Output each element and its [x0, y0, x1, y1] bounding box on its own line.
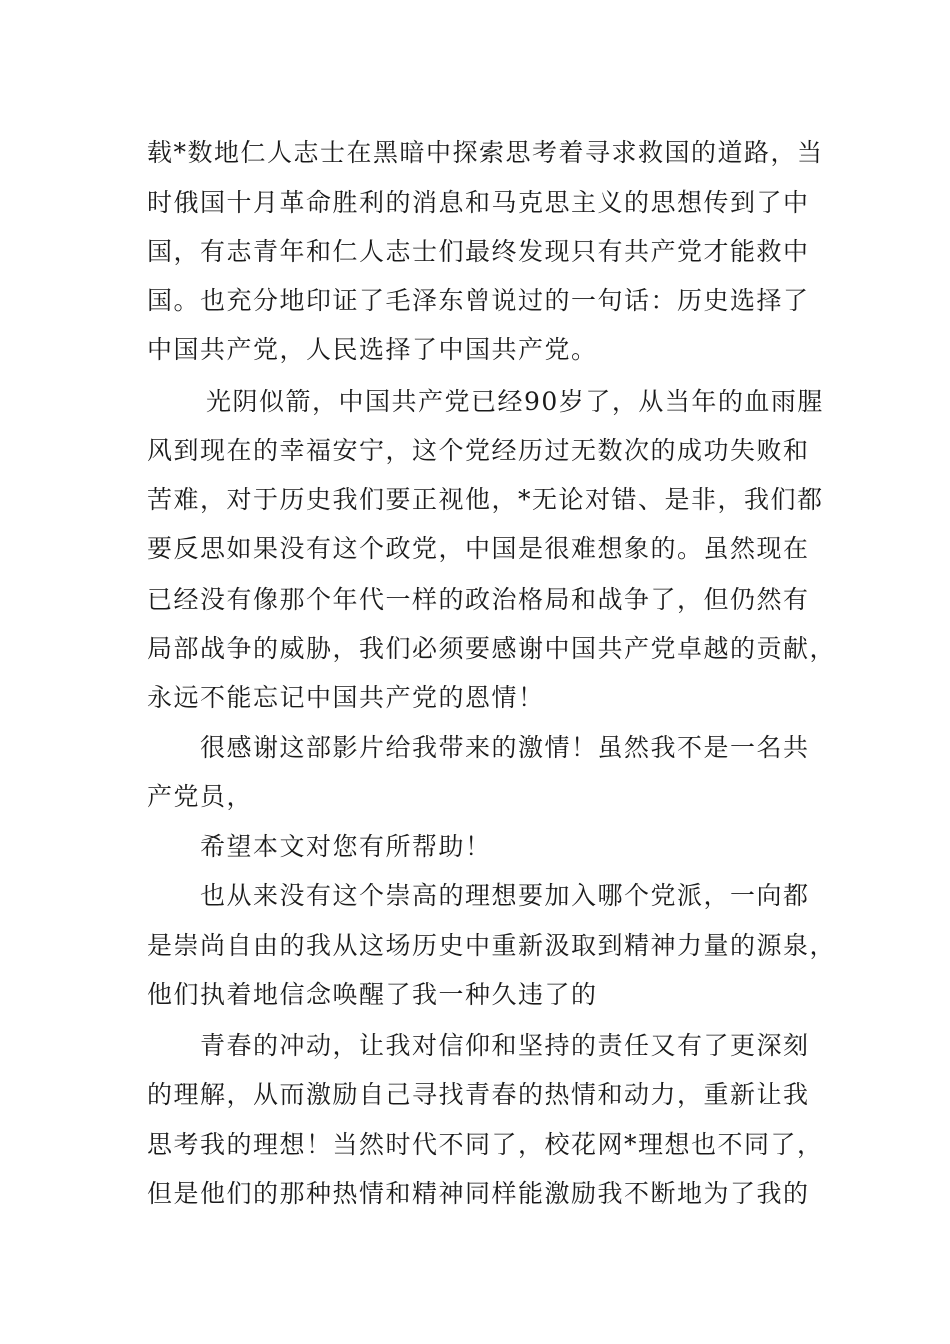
paragraph-first-line: 希望本文对您有所帮助！ [200, 832, 492, 861]
text-line: 永远不能忘记中国共产党的恩情！ [147, 683, 545, 712]
text-line: 国，有志青年和仁人志士们最终发现只有共产党才能救中 [147, 237, 810, 266]
text-line: 载*数地仁人志士在黑暗中探索思考着寻求救国的道路，当 [147, 138, 824, 167]
text-line: 局部战争的威胁，我们必须要感谢中国共产党卓越的贡献， [147, 634, 837, 663]
text-line: 中国共产党，人民选择了中国共产党。 [147, 335, 598, 364]
text-line: 要反思如果没有这个政党，中国是很难想象的。虽然现在 [147, 534, 810, 563]
paragraph-first-line: 也从来没有这个崇高的理想要加入哪个党派，一向都 [200, 881, 810, 910]
text-line: 是崇尚自由的我从这场历史中重新汲取到精神力量的源泉， [147, 931, 837, 960]
text-line: 但是他们的那种热情和精神同样能激励我不断地为了我的 [147, 1179, 810, 1208]
paragraph-first-line: 青春的冲动，让我对信仰和坚持的责任又有了更深刻 [200, 1031, 810, 1060]
text-line: 时俄国十月革命胜利的消息和马克思主义的思想传到了中 [147, 188, 810, 217]
text-line: 他们执着地信念唤醒了我一种久违了的 [147, 980, 598, 1009]
text-line: 风到现在的幸福安宁，这个党经历过无数次的成功失败和 [147, 436, 810, 465]
text-line: 国。也充分地印证了毛泽东曾说过的一句话：历史选择了 [147, 286, 810, 315]
text-line: 产党员， [147, 782, 254, 811]
text-line: 思考我的理想！当然时代不同了，校花网*理想也不同了， [147, 1130, 824, 1159]
text-line: 的理解，从而激励自己寻找青春的热情和动力，重新让我 [147, 1080, 810, 1109]
paragraph-first-line: 光阴似箭，中国共产党已经90岁了，从当年的血雨腥 [206, 387, 824, 416]
text-line: 苦难，对于历史我们要正视他，*无论对错、是非，我们都 [147, 485, 824, 514]
paragraph-first-line: 很感谢这部影片给我带来的激情！虽然我不是一名共 [200, 733, 810, 762]
text-line: 已经没有像那个年代一样的政治格局和战争了，但仍然有 [147, 585, 810, 614]
